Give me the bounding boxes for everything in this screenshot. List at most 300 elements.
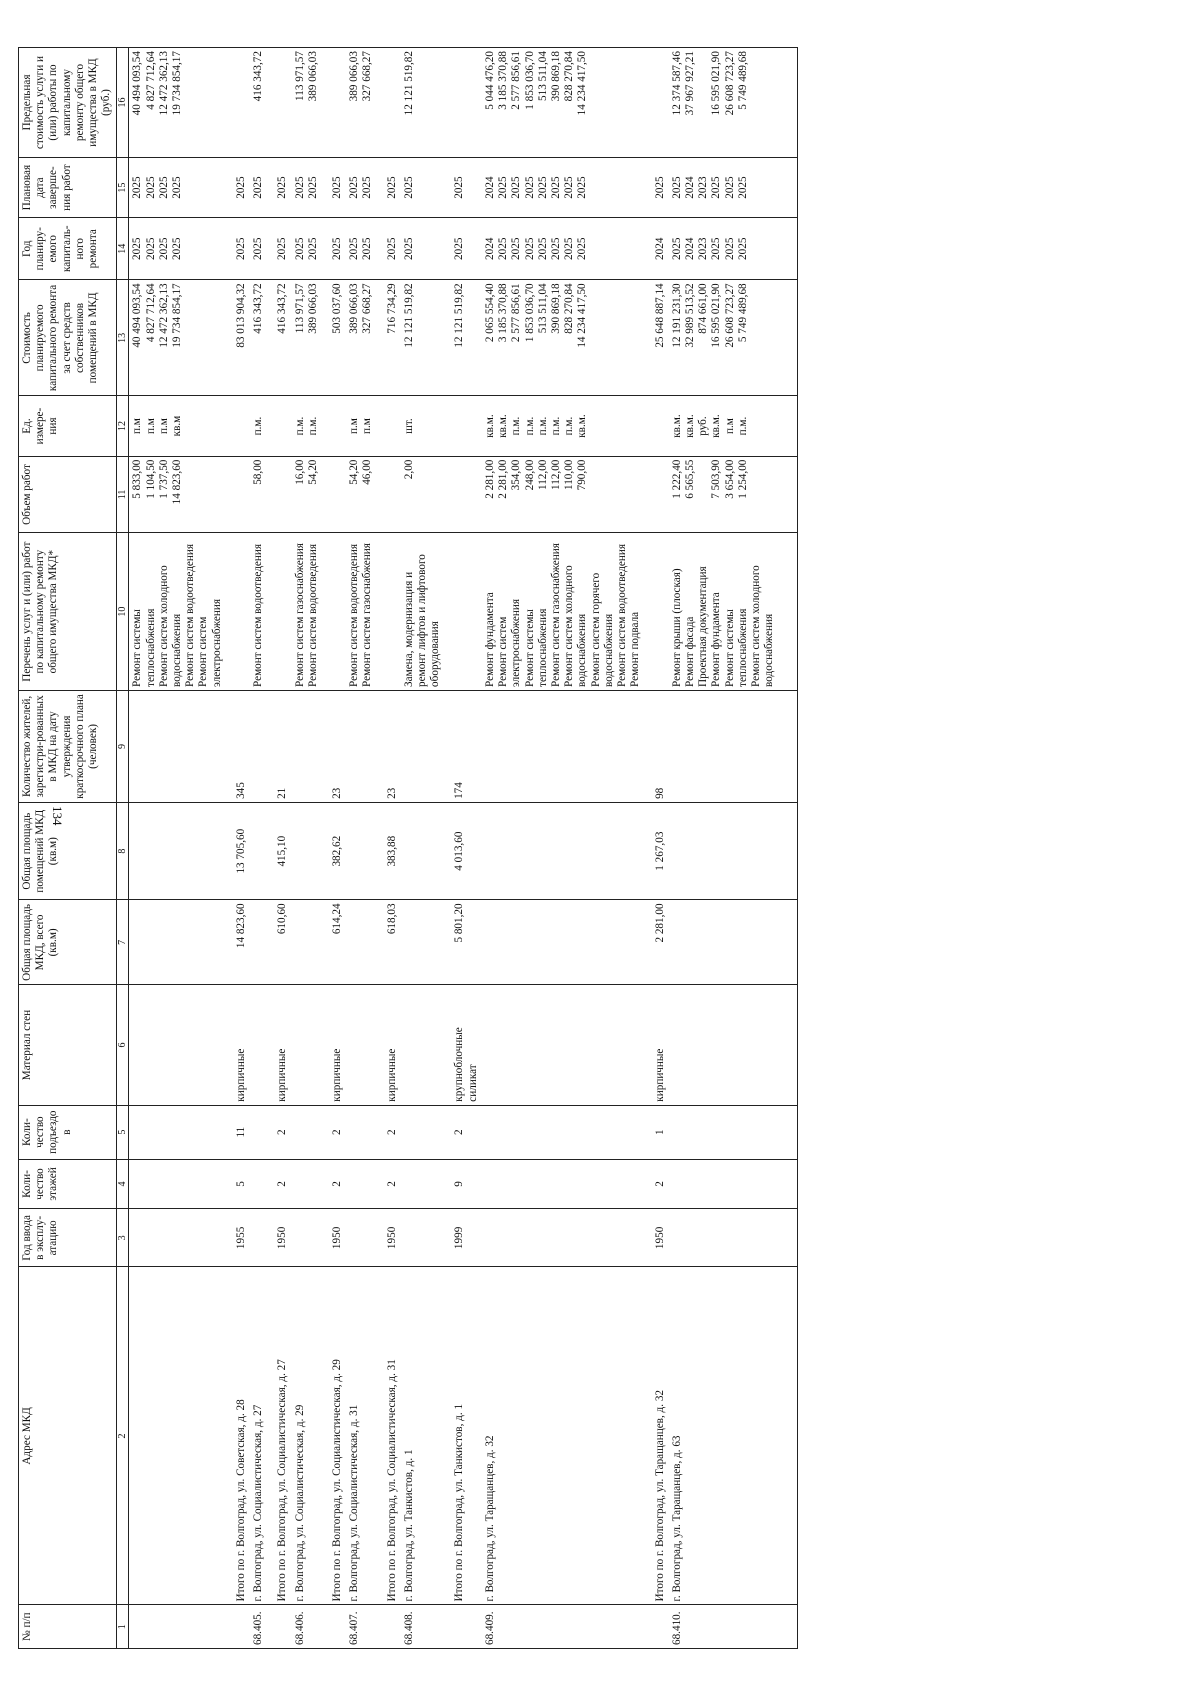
total-area: 610,60 xyxy=(267,900,291,985)
column-header-10: Перечень услуг и (или) работ по капитальному ремонту общего имущества МКД* xyxy=(19,533,117,691)
total-plan-year: 2025 xyxy=(267,218,291,280)
empty-cell xyxy=(669,1209,779,1267)
work-limit-entry: 389 066,03 xyxy=(306,51,319,102)
empty-cell xyxy=(482,985,645,1105)
work-year-entry: 2025 xyxy=(736,237,749,260)
work-volume-entry: 1 254,00 xyxy=(736,459,749,499)
empty-cell xyxy=(377,533,401,691)
work-volume xyxy=(292,456,322,533)
work-limit xyxy=(482,48,645,158)
work-end-date xyxy=(669,158,779,218)
work-year xyxy=(250,218,267,280)
work-list-entry: Ремонт фундамента xyxy=(483,592,496,687)
work-year xyxy=(346,218,376,280)
column-header-13: Стоимость планируемого капитального ремонта за счет средств собственников помещений в МКД xyxy=(19,280,117,396)
empty-cell xyxy=(779,280,798,396)
total-cost: 716 734,29 xyxy=(377,280,401,396)
empty-cell xyxy=(322,48,346,158)
empty-cell xyxy=(322,456,346,533)
empty-cell xyxy=(292,985,322,1105)
column-number-16: 16 xyxy=(116,48,129,158)
column-number-8: 8 xyxy=(116,802,129,899)
column-header-2: Адрес МКД xyxy=(19,1267,117,1605)
total-entrances: 2 xyxy=(267,1105,291,1159)
work-year xyxy=(129,218,226,280)
work-list-entry: Ремонт систем холодного водоснабжения xyxy=(750,565,776,687)
work-limit-entry: 37 967 927,21 xyxy=(683,51,696,116)
work-volume-entry xyxy=(697,460,710,530)
column-number-6: 6 xyxy=(116,985,129,1105)
work-list-entry: Ремонт систем водоотведения xyxy=(306,543,319,687)
work-end-date-entry: 2025 xyxy=(576,176,589,199)
total-premises-area: 382,62 xyxy=(322,802,346,899)
total-plan-year: 2025 xyxy=(377,218,401,280)
empty-cell xyxy=(250,690,267,802)
work-volume-entry: 2 281,00 xyxy=(497,459,510,499)
work-year xyxy=(401,218,445,280)
work-end-date-entry: 2024 xyxy=(483,176,496,199)
total-year: 1955 xyxy=(226,1209,250,1267)
work-limit xyxy=(346,48,376,158)
work-volume-entry: 16,00 xyxy=(293,459,306,485)
work-unit-entry: п.м xyxy=(348,418,361,434)
work-end-date-entry: 2025 xyxy=(306,176,319,199)
work-end-date-entry: 2025 xyxy=(523,176,536,199)
work-unit-entry: кв.м. xyxy=(683,414,696,438)
work-limit-entry xyxy=(697,51,710,154)
work-year-entry: 2025 xyxy=(670,237,683,260)
empty-cell xyxy=(267,456,291,533)
total-plan-year: 2024 xyxy=(645,218,669,280)
work-end-date-entry: 2025 xyxy=(252,176,265,199)
total-entrances: 2 xyxy=(377,1105,401,1159)
row-number: 68.405. xyxy=(250,1605,267,1649)
work-year-entry: 2025 xyxy=(306,237,319,260)
work-limit xyxy=(250,48,267,158)
column-number-row xyxy=(116,48,129,1649)
empty-cell xyxy=(669,985,779,1105)
total-cost: 83 013 904,32 xyxy=(226,280,250,396)
work-end-date-entry: 2025 xyxy=(723,176,736,199)
total-row xyxy=(226,48,250,1649)
work-cost xyxy=(401,280,445,396)
work-cost-entry: 12 472 362,13 xyxy=(157,283,170,348)
empty-cell xyxy=(226,456,250,533)
empty-cell xyxy=(444,456,481,533)
work-cost xyxy=(669,280,779,396)
work-end-date-entry: 2025 xyxy=(348,176,361,199)
work-cost xyxy=(129,280,226,396)
work-unit xyxy=(129,396,226,456)
total-year: 1950 xyxy=(267,1209,291,1267)
work-limit-entry: 389 066,03 xyxy=(348,51,361,102)
total-material: крупноблочные силикат xyxy=(444,985,481,1105)
work-cost-entry: 26 608 723,27 xyxy=(723,283,736,348)
work-cost-entry: 1 853 036,70 xyxy=(523,283,536,343)
work-end-date xyxy=(129,158,226,218)
total-premises-area: 13 705,60 xyxy=(226,802,250,899)
total-row xyxy=(377,48,401,1649)
empty-cell xyxy=(250,985,267,1105)
work-year xyxy=(669,218,779,280)
empty-cell xyxy=(779,1267,798,1605)
work-volume-entry: 112,00 xyxy=(536,459,549,490)
empty-cell xyxy=(482,690,645,802)
work-list-entry: Ремонт фундамента xyxy=(710,592,723,687)
work-unit-entry: п.м. xyxy=(536,416,549,436)
empty-cell xyxy=(226,1605,250,1649)
empty-cell xyxy=(779,1209,798,1267)
work-limit-entry: 12 472 362,13 xyxy=(157,51,170,116)
work-year-entry: 2025 xyxy=(510,237,523,260)
work-volume-entry: 7 503,90 xyxy=(710,459,723,499)
empty-cell xyxy=(779,985,798,1105)
object-row xyxy=(250,48,267,1649)
object-row xyxy=(482,48,645,1649)
work-year-entry: 2024 xyxy=(483,237,496,260)
total-end-date: 2025 xyxy=(267,158,291,218)
work-unit-entry: кв.м. xyxy=(483,414,496,438)
empty-cell xyxy=(129,690,226,802)
work-end-date xyxy=(482,158,645,218)
work-limit-entry: 5 044 476,20 xyxy=(483,51,496,110)
work-year-entry: 2025 xyxy=(361,237,374,260)
object-row xyxy=(669,48,779,1649)
work-limit-entry: 1 853 036,70 xyxy=(523,51,536,110)
empty-cell xyxy=(444,396,481,456)
empty-cell xyxy=(482,1159,645,1209)
object-address: г. Волгоград, ул. Танкистов, д. 1 xyxy=(401,1267,445,1605)
work-year-entry: 2025 xyxy=(131,237,144,260)
empty-cell xyxy=(645,48,669,158)
work-year-entry: 2025 xyxy=(157,237,170,260)
work-cost-entry: 16 595 021,90 xyxy=(710,283,723,348)
work-year-entry: 2025 xyxy=(710,237,723,260)
work-list-entry: Ремонт систем водоотведения xyxy=(616,543,629,687)
work-unit xyxy=(292,396,322,456)
work-unit-entry: п.м. xyxy=(293,416,306,436)
empty-cell xyxy=(129,802,226,899)
empty-cell xyxy=(346,1209,376,1267)
work-end-date-entry: 2025 xyxy=(144,176,157,199)
column-header-7: Общая площадь МКД, всего (кв.м) xyxy=(19,900,117,985)
empty-cell xyxy=(669,900,779,985)
total-row xyxy=(645,48,669,1649)
empty-cell xyxy=(645,456,669,533)
work-cost-entry: 2 577 856,61 xyxy=(510,283,523,343)
work-limit-entry: 416 343,72 xyxy=(252,51,265,102)
column-header-1: № п/п xyxy=(19,1605,117,1649)
work-list-entry: Ремонт крыши (плоская) xyxy=(670,568,683,687)
total-end-date: 2025 xyxy=(322,158,346,218)
work-limit-entry: 513 511,04 xyxy=(536,51,549,101)
empty-cell xyxy=(226,48,250,158)
work-list-entry: Ремонт систем газоснабжения xyxy=(361,543,374,687)
page-number: 134 xyxy=(50,806,65,826)
table-body xyxy=(129,48,797,1649)
work-list-entry: Ремонт систем водоотведения xyxy=(252,543,265,687)
work-cost-entry: 40 494 093,54 xyxy=(131,283,144,348)
work-volume-entry: 1 737,50 xyxy=(157,459,170,499)
work-unit-entry: кв.м. xyxy=(576,414,589,438)
work-cost-entry: 2 065 554,40 xyxy=(483,283,496,343)
total-cost: 25 648 887,14 xyxy=(645,280,669,396)
column-number-15: 15 xyxy=(116,158,129,218)
empty-cell xyxy=(401,1209,445,1267)
empty-cell xyxy=(377,456,401,533)
work-end-date-entry: 2025 xyxy=(361,176,374,199)
work-year-entry: 2025 xyxy=(723,237,736,260)
work-year-entry: 2025 xyxy=(144,237,157,260)
work-end-date xyxy=(346,158,376,218)
work-cost-entry: 416 343,72 xyxy=(252,283,265,334)
empty-cell xyxy=(129,1159,226,1209)
empty-cell xyxy=(346,1159,376,1209)
work-volume-entry: 1 104,50 xyxy=(144,459,157,499)
column-number-13: 13 xyxy=(116,280,129,396)
work-volume xyxy=(346,456,376,533)
column-number-14: 14 xyxy=(116,218,129,280)
work-list xyxy=(346,533,376,691)
empty-cell xyxy=(779,396,798,456)
empty-cell xyxy=(645,1605,669,1649)
row-number xyxy=(129,1605,226,1649)
work-list-entry: Ремонт систем водоотведения xyxy=(348,543,361,687)
work-limit-entry: 828 270,84 xyxy=(563,51,576,102)
total-residents: 21 xyxy=(267,690,291,802)
total-row xyxy=(322,48,346,1649)
work-cost-entry: 390 869,18 xyxy=(550,283,563,334)
work-year xyxy=(292,218,322,280)
empty-cell xyxy=(292,1105,322,1159)
work-volume-entry: 790,00 xyxy=(576,459,589,491)
work-unit xyxy=(401,396,445,456)
work-list-entry: Ремонт системы теплоснабжения xyxy=(723,608,749,687)
work-cost-entry: 4 827 712,64 xyxy=(144,283,157,343)
empty-cell xyxy=(129,900,226,985)
work-volume-entry: 354,00 xyxy=(510,459,523,491)
work-list xyxy=(129,533,226,691)
work-list-entry: Ремонт систем холодного водоснабжения xyxy=(157,565,183,687)
object-row xyxy=(292,48,322,1649)
total-cost: 503 037,60 xyxy=(322,280,346,396)
row-number: 68.408. xyxy=(401,1605,445,1649)
total-material: кирпичные xyxy=(267,985,291,1105)
column-header-15: Плановая дата заверше-ния работ xyxy=(19,158,117,218)
empty-cell xyxy=(322,1605,346,1649)
bottom-row xyxy=(779,48,798,1649)
total-material: кирпичные xyxy=(226,985,250,1105)
column-header-3: Год ввода в эксплу-атацию xyxy=(19,1209,117,1267)
empty-cell xyxy=(346,985,376,1105)
column-number-1: 1 xyxy=(116,1605,129,1649)
work-list xyxy=(250,533,267,691)
work-year xyxy=(482,218,645,280)
empty-cell xyxy=(779,1159,798,1209)
total-label: Итого по г. Волгоград, ул. Танкистов, д. 1 xyxy=(444,1267,481,1605)
work-year-entry: 2024 xyxy=(683,237,696,260)
work-unit-entry: п.м. xyxy=(306,416,319,436)
column-header-5: Коли-чество подъездо в xyxy=(19,1105,117,1159)
work-end-date-entry: 2025 xyxy=(497,176,510,199)
work-unit-entry: кв.м xyxy=(170,415,183,437)
work-limit-entry: 12 374 587,46 xyxy=(670,51,683,116)
work-end-date-entry: 2025 xyxy=(170,176,183,199)
work-limit-entry: 327 668,27 xyxy=(361,51,374,102)
object-row xyxy=(129,48,226,1649)
empty-cell xyxy=(226,396,250,456)
work-end-date-entry: 2025 xyxy=(293,176,306,199)
column-number-12: 12 xyxy=(116,396,129,456)
work-unit-entry: шт. xyxy=(402,418,415,434)
empty-cell xyxy=(401,900,445,985)
work-year-entry: 2025 xyxy=(550,237,563,260)
empty-cell xyxy=(267,396,291,456)
work-unit-entry: п.м xyxy=(131,418,144,434)
work-volume-entry: 2 281,00 xyxy=(483,459,496,499)
work-limit xyxy=(669,48,779,158)
work-year-entry: 2025 xyxy=(563,237,576,260)
work-end-date-entry: 2025 xyxy=(563,176,576,199)
work-end-date-entry: 2025 xyxy=(536,176,549,199)
work-year-entry: 2025 xyxy=(402,237,415,260)
work-list-entry: Ремонт фасада xyxy=(683,616,696,687)
column-number-2: 2 xyxy=(116,1267,129,1605)
work-year-entry: 2025 xyxy=(523,237,536,260)
work-unit-entry: кв.м. xyxy=(670,414,683,438)
header-row xyxy=(19,48,117,1649)
work-list xyxy=(292,533,322,691)
work-list xyxy=(482,533,645,691)
work-cost-entry: 3 185 370,88 xyxy=(497,283,510,343)
total-area: 5 801,20 xyxy=(444,900,481,985)
work-volume-entry: 6 565,55 xyxy=(683,459,696,499)
empty-cell xyxy=(669,1159,779,1209)
work-volume-entry: 54,20 xyxy=(348,459,361,485)
column-header-11: Объем работ xyxy=(19,456,117,533)
empty-cell xyxy=(401,1105,445,1159)
total-label: Итого по г. Волгоград, ул. Советская, д. 28 xyxy=(226,1267,250,1605)
empty-cell xyxy=(250,1105,267,1159)
work-unit-entry: п.м. xyxy=(510,416,523,436)
work-unit xyxy=(346,396,376,456)
empty-cell xyxy=(779,1105,798,1159)
empty-cell xyxy=(482,900,645,985)
empty-cell xyxy=(444,533,481,691)
work-year-entry: 2025 xyxy=(252,237,265,260)
work-limit-entry: 14 234 417,50 xyxy=(576,51,589,116)
empty-cell xyxy=(250,900,267,985)
work-volume-entry: 46,00 xyxy=(361,459,374,485)
empty-cell xyxy=(444,1605,481,1649)
work-cost-entry: 513 511,04 xyxy=(536,283,549,334)
work-unit xyxy=(482,396,645,456)
column-header-12: Ед. измере-ния xyxy=(19,396,117,456)
column-number-7: 7 xyxy=(116,900,129,985)
work-list-entry: Ремонт систем газоснабжения xyxy=(550,543,563,687)
empty-cell xyxy=(669,802,779,899)
work-year-entry: 2025 xyxy=(497,237,510,260)
empty-cell xyxy=(292,900,322,985)
total-floors: 2 xyxy=(322,1159,346,1209)
empty-cell xyxy=(346,900,376,985)
column-header-8: Общая площадь помещений МКД (кв.м) xyxy=(19,802,117,899)
total-entrances: 1 xyxy=(645,1105,669,1159)
empty-cell xyxy=(645,533,669,691)
work-end-date xyxy=(401,158,445,218)
work-end-date-entry: 2025 xyxy=(157,176,170,199)
object-row xyxy=(346,48,376,1649)
row-number: 68.410. xyxy=(669,1605,779,1649)
row-number: 68.406. xyxy=(292,1605,322,1649)
work-end-date-entry: 2025 xyxy=(402,176,415,199)
work-unit-entry: п.м. xyxy=(523,416,536,436)
work-cost-entry: 12 121 519,82 xyxy=(402,283,415,348)
empty-cell xyxy=(129,985,226,1105)
column-header-4: Коли-чество этажей xyxy=(19,1159,117,1209)
work-limit-entry: 26 608 723,27 xyxy=(723,51,736,116)
total-cost: 12 121 519,82 xyxy=(444,280,481,396)
empty-cell xyxy=(779,690,798,802)
column-number-11: 11 xyxy=(116,456,129,533)
total-end-date: 2025 xyxy=(226,158,250,218)
work-unit-entry: п.м. xyxy=(252,416,265,436)
total-premises-area: 4 013,60 xyxy=(444,802,481,899)
work-cost-entry: 389 066,03 xyxy=(306,283,319,334)
work-volume xyxy=(669,456,779,533)
work-cost-entry: 113 971,57 xyxy=(293,283,306,334)
empty-cell xyxy=(377,48,401,158)
total-residents: 23 xyxy=(322,690,346,802)
total-cost: 416 343,72 xyxy=(267,280,291,396)
work-volume-entry: 14 823,60 xyxy=(170,459,183,505)
work-volume xyxy=(250,456,267,533)
empty-cell xyxy=(267,1605,291,1649)
total-plan-year: 2025 xyxy=(322,218,346,280)
total-year: 1950 xyxy=(377,1209,401,1267)
empty-cell xyxy=(779,900,798,985)
empty-cell xyxy=(129,1209,226,1267)
work-list-entry: Ремонт систем электроснабжения xyxy=(497,599,523,687)
empty-cell xyxy=(250,802,267,899)
object-address: г. Волгоград, ул. Таращанцев, д. 63 xyxy=(669,1267,779,1605)
empty-cell xyxy=(250,1159,267,1209)
work-limit-entry: 2 577 856,61 xyxy=(510,51,523,110)
empty-cell xyxy=(292,690,322,802)
work-list-entry: Ремонт систем электроснабжения xyxy=(197,599,223,687)
total-residents: 345 xyxy=(226,690,250,802)
total-premises-area: 415,10 xyxy=(267,802,291,899)
total-plan-year: 2025 xyxy=(444,218,481,280)
total-floors: 2 xyxy=(645,1159,669,1209)
empty-cell xyxy=(779,48,798,158)
work-cost-entry: 32 989 513,52 xyxy=(683,283,696,348)
work-unit-entry: п.м xyxy=(361,418,374,434)
work-cost-entry: 5 749 489,68 xyxy=(736,283,749,343)
work-volume-entry: 3 654,00 xyxy=(723,459,736,499)
total-residents: 23 xyxy=(377,690,401,802)
work-volume-entry: 110,00 xyxy=(563,459,576,490)
empty-cell xyxy=(645,396,669,456)
work-list-entry: Ремонт систем холодного водоснабжения xyxy=(563,565,589,687)
work-list-entry: Ремонт систем горячего водоснабжения xyxy=(589,572,615,687)
work-limit-entry: 40 494 093,54 xyxy=(131,51,144,116)
work-year-entry: 2025 xyxy=(576,237,589,260)
empty-cell xyxy=(377,1605,401,1649)
column-header-16: Предельная стоимость услуги и (или) работы по капитальному ремонту общего имущества в МКД (руб.) xyxy=(19,48,117,158)
work-end-date-entry: 2025 xyxy=(510,176,523,199)
work-end-date-entry: 2025 xyxy=(710,176,723,199)
